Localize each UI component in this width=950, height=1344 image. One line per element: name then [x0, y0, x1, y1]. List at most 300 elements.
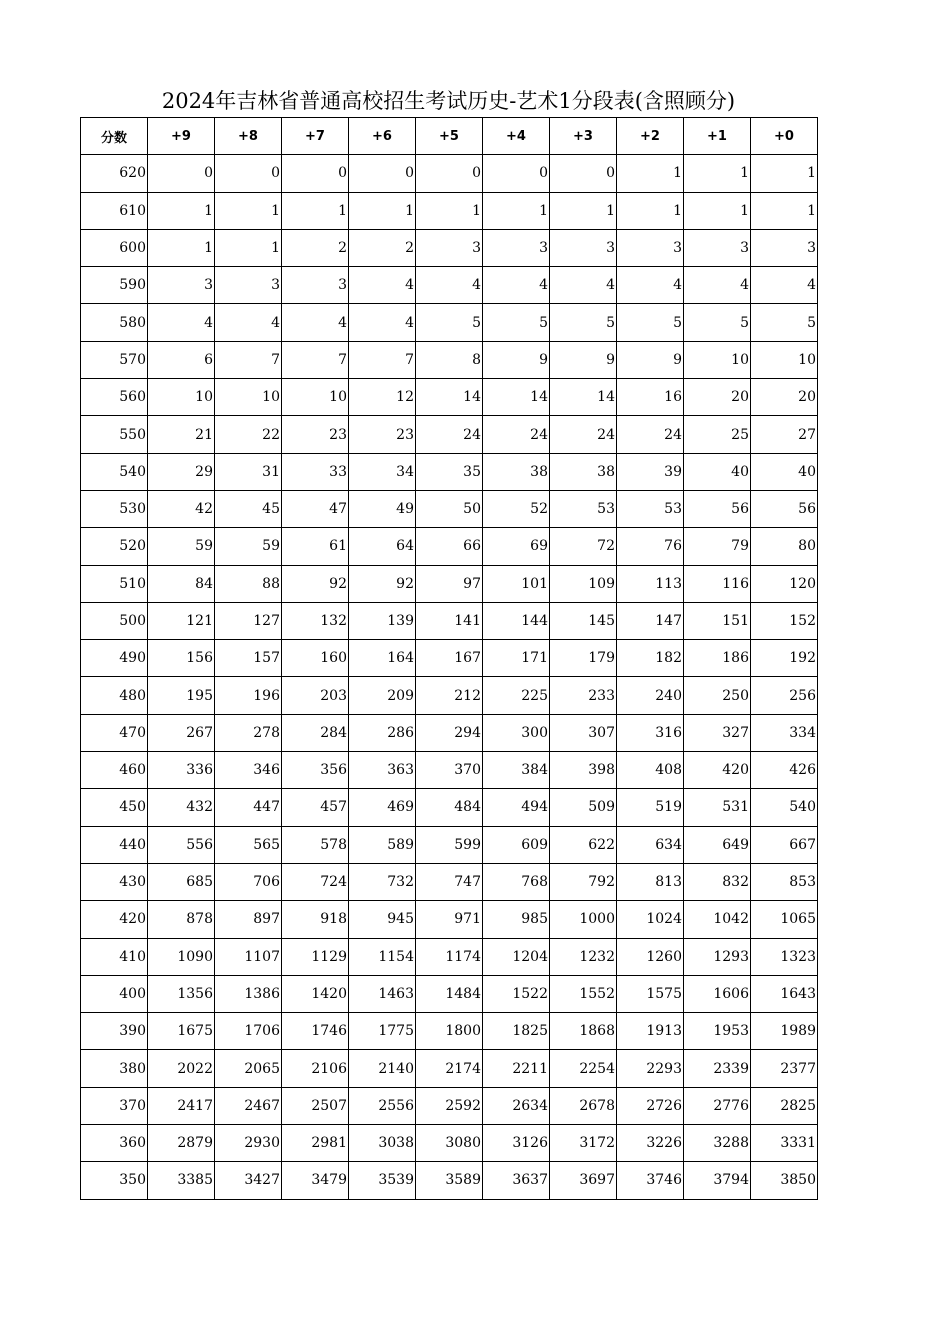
count-cell: 160 [282, 640, 349, 677]
count-cell: 3 [684, 229, 751, 266]
count-cell: 24 [416, 416, 483, 453]
table-row [81, 267, 818, 304]
count-cell: 853 [751, 863, 818, 900]
count-cell: 132 [282, 602, 349, 639]
column-header: +2 [617, 118, 684, 155]
count-cell: 1643 [751, 975, 818, 1012]
count-cell: 1484 [416, 975, 483, 1012]
count-cell: 7 [215, 341, 282, 378]
count-cell: 22 [215, 416, 282, 453]
table-row [81, 379, 818, 416]
count-cell: 2726 [617, 1087, 684, 1124]
count-cell: 2634 [483, 1087, 550, 1124]
count-cell: 5 [751, 304, 818, 341]
count-cell: 1706 [215, 1013, 282, 1050]
count-cell: 1463 [349, 975, 416, 1012]
count-cell: 3172 [550, 1125, 617, 1162]
count-cell: 9 [617, 341, 684, 378]
page-title: 2024年吉林省普通高校招生考试历史-艺术1分段表(含照顾分) [161, 89, 736, 113]
count-cell: 1522 [483, 975, 550, 1012]
count-cell: 76 [617, 528, 684, 565]
count-cell: 1356 [148, 975, 215, 1012]
column-header-score: 分数 [81, 118, 148, 155]
count-cell: 1 [751, 155, 818, 192]
count-cell: 985 [483, 901, 550, 938]
count-cell: 79 [684, 528, 751, 565]
count-cell: 240 [617, 677, 684, 714]
count-cell: 4 [148, 304, 215, 341]
count-cell: 1024 [617, 901, 684, 938]
count-cell: 3 [416, 229, 483, 266]
count-cell: 2930 [215, 1125, 282, 1162]
count-cell: 3 [550, 229, 617, 266]
count-cell: 2467 [215, 1087, 282, 1124]
count-cell: 92 [349, 565, 416, 602]
column-header: +1 [684, 118, 751, 155]
table-row [81, 155, 818, 192]
count-cell: 10 [751, 341, 818, 378]
score-cell: 390 [81, 1013, 148, 1050]
score-cell: 590 [81, 267, 148, 304]
count-cell: 121 [148, 602, 215, 639]
count-cell: 14 [550, 379, 617, 416]
count-cell: 1107 [215, 938, 282, 975]
count-cell: 39 [617, 453, 684, 490]
count-cell: 84 [148, 565, 215, 602]
count-cell: 420 [684, 752, 751, 789]
count-cell: 3850 [751, 1162, 818, 1199]
score-cell: 620 [81, 155, 148, 192]
count-cell: 53 [617, 490, 684, 527]
count-cell: 4 [349, 267, 416, 304]
count-cell: 4 [483, 267, 550, 304]
count-cell: 4 [684, 267, 751, 304]
count-cell: 29 [148, 453, 215, 490]
count-cell: 519 [617, 789, 684, 826]
count-cell: 250 [684, 677, 751, 714]
count-cell: 706 [215, 863, 282, 900]
count-cell: 3385 [148, 1162, 215, 1199]
count-cell: 2417 [148, 1087, 215, 1124]
count-cell: 127 [215, 602, 282, 639]
count-cell: 1675 [148, 1013, 215, 1050]
table-row [81, 490, 818, 527]
count-cell: 3 [148, 267, 215, 304]
score-cell: 440 [81, 826, 148, 863]
count-cell: 25 [684, 416, 751, 453]
table-row [81, 528, 818, 565]
count-cell: 2293 [617, 1050, 684, 1087]
count-cell: 408 [617, 752, 684, 789]
count-cell: 192 [751, 640, 818, 677]
count-cell: 113 [617, 565, 684, 602]
count-cell: 4 [617, 267, 684, 304]
count-cell: 724 [282, 863, 349, 900]
count-cell: 4 [215, 304, 282, 341]
count-cell: 225 [483, 677, 550, 714]
column-header: +7 [282, 118, 349, 155]
score-cell: 380 [81, 1050, 148, 1087]
score-cell: 610 [81, 192, 148, 229]
count-cell: 589 [349, 826, 416, 863]
count-cell: 0 [215, 155, 282, 192]
score-cell: 420 [81, 901, 148, 938]
table-row [81, 1125, 818, 1162]
count-cell: 145 [550, 602, 617, 639]
count-cell: 40 [751, 453, 818, 490]
count-cell: 2556 [349, 1087, 416, 1124]
column-header: +4 [483, 118, 550, 155]
count-cell: 971 [416, 901, 483, 938]
count-cell: 0 [349, 155, 416, 192]
score-cell: 550 [81, 416, 148, 453]
count-cell: 792 [550, 863, 617, 900]
count-cell: 1204 [483, 938, 550, 975]
count-cell: 139 [349, 602, 416, 639]
count-cell: 878 [148, 901, 215, 938]
count-cell: 1232 [550, 938, 617, 975]
count-cell: 768 [483, 863, 550, 900]
count-cell: 72 [550, 528, 617, 565]
count-cell: 2022 [148, 1050, 215, 1087]
count-cell: 1 [751, 192, 818, 229]
score-cell: 580 [81, 304, 148, 341]
count-cell: 1775 [349, 1013, 416, 1050]
score-cell: 360 [81, 1125, 148, 1162]
count-cell: 599 [416, 826, 483, 863]
count-cell: 151 [684, 602, 751, 639]
table-row [81, 938, 818, 975]
count-cell: 432 [148, 789, 215, 826]
table-row [81, 565, 818, 602]
count-cell: 2377 [751, 1050, 818, 1087]
count-cell: 609 [483, 826, 550, 863]
count-cell: 9 [483, 341, 550, 378]
score-cell: 530 [81, 490, 148, 527]
count-cell: 53 [550, 490, 617, 527]
count-cell: 3 [617, 229, 684, 266]
count-cell: 370 [416, 752, 483, 789]
count-cell: 101 [483, 565, 550, 602]
table-row [81, 1050, 818, 1087]
count-cell: 1090 [148, 938, 215, 975]
score-cell: 520 [81, 528, 148, 565]
score-cell: 430 [81, 863, 148, 900]
count-cell: 1386 [215, 975, 282, 1012]
count-cell: 4 [416, 267, 483, 304]
table-row [81, 602, 818, 639]
count-cell: 0 [550, 155, 617, 192]
column-header: +3 [550, 118, 617, 155]
count-cell: 0 [483, 155, 550, 192]
count-cell: 4 [282, 304, 349, 341]
count-cell: 1 [282, 192, 349, 229]
count-cell: 88 [215, 565, 282, 602]
count-cell: 147 [617, 602, 684, 639]
count-cell: 1913 [617, 1013, 684, 1050]
column-header: +5 [416, 118, 483, 155]
count-cell: 7 [282, 341, 349, 378]
score-cell: 350 [81, 1162, 148, 1199]
count-cell: 1989 [751, 1013, 818, 1050]
table-row [81, 789, 818, 826]
count-cell: 267 [148, 714, 215, 751]
count-cell: 300 [483, 714, 550, 751]
header-row [81, 118, 818, 155]
count-cell: 23 [282, 416, 349, 453]
count-cell: 1 [349, 192, 416, 229]
count-cell: 23 [349, 416, 416, 453]
count-cell: 61 [282, 528, 349, 565]
count-cell: 2 [349, 229, 416, 266]
count-cell: 531 [684, 789, 751, 826]
column-header: +0 [751, 118, 818, 155]
count-cell: 5 [684, 304, 751, 341]
count-cell: 1042 [684, 901, 751, 938]
count-cell: 3 [282, 267, 349, 304]
count-cell: 4 [349, 304, 416, 341]
count-cell: 21 [148, 416, 215, 453]
count-cell: 34 [349, 453, 416, 490]
count-cell: 1 [148, 192, 215, 229]
count-cell: 3539 [349, 1162, 416, 1199]
count-cell: 24 [617, 416, 684, 453]
count-cell: 195 [148, 677, 215, 714]
count-cell: 622 [550, 826, 617, 863]
count-cell: 3126 [483, 1125, 550, 1162]
count-cell: 2174 [416, 1050, 483, 1087]
count-cell: 38 [550, 453, 617, 490]
count-cell: 469 [349, 789, 416, 826]
count-cell: 56 [751, 490, 818, 527]
count-cell: 152 [751, 602, 818, 639]
count-cell: 47 [282, 490, 349, 527]
table-row [81, 192, 818, 229]
count-cell: 14 [416, 379, 483, 416]
count-cell: 2 [282, 229, 349, 266]
count-cell: 1293 [684, 938, 751, 975]
count-cell: 384 [483, 752, 550, 789]
table-row [81, 416, 818, 453]
count-cell: 3794 [684, 1162, 751, 1199]
count-cell: 426 [751, 752, 818, 789]
count-cell: 24 [483, 416, 550, 453]
count-cell: 2678 [550, 1087, 617, 1124]
count-cell: 1868 [550, 1013, 617, 1050]
count-cell: 1 [215, 192, 282, 229]
count-cell: 4 [751, 267, 818, 304]
count-cell: 80 [751, 528, 818, 565]
count-cell: 1420 [282, 975, 349, 1012]
count-cell: 3 [215, 267, 282, 304]
count-cell: 294 [416, 714, 483, 751]
count-cell: 447 [215, 789, 282, 826]
count-cell: 64 [349, 528, 416, 565]
count-cell: 2981 [282, 1125, 349, 1162]
count-cell: 20 [751, 379, 818, 416]
score-cell: 490 [81, 640, 148, 677]
count-cell: 1000 [550, 901, 617, 938]
count-cell: 2879 [148, 1125, 215, 1162]
count-cell: 50 [416, 490, 483, 527]
count-cell: 164 [349, 640, 416, 677]
count-cell: 0 [282, 155, 349, 192]
count-cell: 59 [148, 528, 215, 565]
count-cell: 540 [751, 789, 818, 826]
count-cell: 10 [215, 379, 282, 416]
count-cell: 284 [282, 714, 349, 751]
count-cell: 97 [416, 565, 483, 602]
table-row [81, 640, 818, 677]
table-row [81, 714, 818, 751]
count-cell: 24 [550, 416, 617, 453]
count-cell: 3637 [483, 1162, 550, 1199]
score-cell: 400 [81, 975, 148, 1012]
count-cell: 1 [684, 192, 751, 229]
count-cell: 494 [483, 789, 550, 826]
table-row [81, 863, 818, 900]
count-cell: 5 [416, 304, 483, 341]
table-row [81, 826, 818, 863]
column-header: +8 [215, 118, 282, 155]
count-cell: 316 [617, 714, 684, 751]
count-cell: 186 [684, 640, 751, 677]
count-cell: 156 [148, 640, 215, 677]
score-cell: 500 [81, 602, 148, 639]
count-cell: 31 [215, 453, 282, 490]
count-cell: 2211 [483, 1050, 550, 1087]
count-cell: 2106 [282, 1050, 349, 1087]
count-cell: 356 [282, 752, 349, 789]
count-cell: 667 [751, 826, 818, 863]
count-cell: 27 [751, 416, 818, 453]
count-cell: 3288 [684, 1125, 751, 1162]
count-cell: 747 [416, 863, 483, 900]
count-cell: 10 [684, 341, 751, 378]
count-cell: 2507 [282, 1087, 349, 1124]
score-cell: 540 [81, 453, 148, 490]
count-cell: 346 [215, 752, 282, 789]
count-cell: 4 [550, 267, 617, 304]
table-row [81, 1087, 818, 1124]
count-cell: 3427 [215, 1162, 282, 1199]
count-cell: 12 [349, 379, 416, 416]
count-cell: 1825 [483, 1013, 550, 1050]
count-cell: 49 [349, 490, 416, 527]
count-cell: 20 [684, 379, 751, 416]
count-cell: 109 [550, 565, 617, 602]
count-cell: 35 [416, 453, 483, 490]
count-cell: 334 [751, 714, 818, 751]
table-row [81, 901, 818, 938]
count-cell: 634 [617, 826, 684, 863]
count-cell: 3226 [617, 1125, 684, 1162]
count-cell: 10 [148, 379, 215, 416]
count-cell: 1 [215, 229, 282, 266]
count-cell: 2254 [550, 1050, 617, 1087]
count-cell: 3746 [617, 1162, 684, 1199]
table-row [81, 229, 818, 266]
count-cell: 3 [751, 229, 818, 266]
score-cell: 470 [81, 714, 148, 751]
count-cell: 484 [416, 789, 483, 826]
count-cell: 3589 [416, 1162, 483, 1199]
count-cell: 509 [550, 789, 617, 826]
count-cell: 307 [550, 714, 617, 751]
count-cell: 212 [416, 677, 483, 714]
column-header: +9 [148, 118, 215, 155]
count-cell: 556 [148, 826, 215, 863]
score-cell: 460 [81, 752, 148, 789]
count-cell: 3038 [349, 1125, 416, 1162]
count-cell: 1260 [617, 938, 684, 975]
count-cell: 16 [617, 379, 684, 416]
count-cell: 42 [148, 490, 215, 527]
count-cell: 5 [483, 304, 550, 341]
count-cell: 732 [349, 863, 416, 900]
count-cell: 1174 [416, 938, 483, 975]
count-cell: 1065 [751, 901, 818, 938]
count-cell: 3697 [550, 1162, 617, 1199]
count-cell: 278 [215, 714, 282, 751]
count-cell: 2140 [349, 1050, 416, 1087]
count-cell: 2339 [684, 1050, 751, 1087]
score-distribution-table [80, 117, 818, 1200]
count-cell: 1 [550, 192, 617, 229]
table-header [81, 118, 818, 155]
score-cell: 410 [81, 938, 148, 975]
score-cell: 570 [81, 341, 148, 378]
table-row [81, 341, 818, 378]
count-cell: 157 [215, 640, 282, 677]
count-cell: 120 [751, 565, 818, 602]
count-cell: 0 [416, 155, 483, 192]
count-cell: 918 [282, 901, 349, 938]
count-cell: 1 [148, 229, 215, 266]
count-cell: 336 [148, 752, 215, 789]
count-cell: 14 [483, 379, 550, 416]
count-cell: 1154 [349, 938, 416, 975]
count-cell: 5 [550, 304, 617, 341]
count-cell: 565 [215, 826, 282, 863]
count-cell: 1575 [617, 975, 684, 1012]
count-cell: 1552 [550, 975, 617, 1012]
table-row [81, 453, 818, 490]
count-cell: 167 [416, 640, 483, 677]
count-cell: 286 [349, 714, 416, 751]
count-cell: 69 [483, 528, 550, 565]
score-cell: 600 [81, 229, 148, 266]
count-cell: 1746 [282, 1013, 349, 1050]
count-cell: 141 [416, 602, 483, 639]
count-cell: 832 [684, 863, 751, 900]
count-cell: 92 [282, 565, 349, 602]
count-cell: 2065 [215, 1050, 282, 1087]
count-cell: 1129 [282, 938, 349, 975]
count-cell: 144 [483, 602, 550, 639]
count-cell: 3479 [282, 1162, 349, 1199]
count-cell: 8 [416, 341, 483, 378]
count-cell: 5 [617, 304, 684, 341]
count-cell: 0 [148, 155, 215, 192]
count-cell: 116 [684, 565, 751, 602]
count-cell: 457 [282, 789, 349, 826]
count-cell: 3 [483, 229, 550, 266]
table-row [81, 1013, 818, 1050]
count-cell: 59 [215, 528, 282, 565]
count-cell: 40 [684, 453, 751, 490]
score-cell: 370 [81, 1087, 148, 1124]
